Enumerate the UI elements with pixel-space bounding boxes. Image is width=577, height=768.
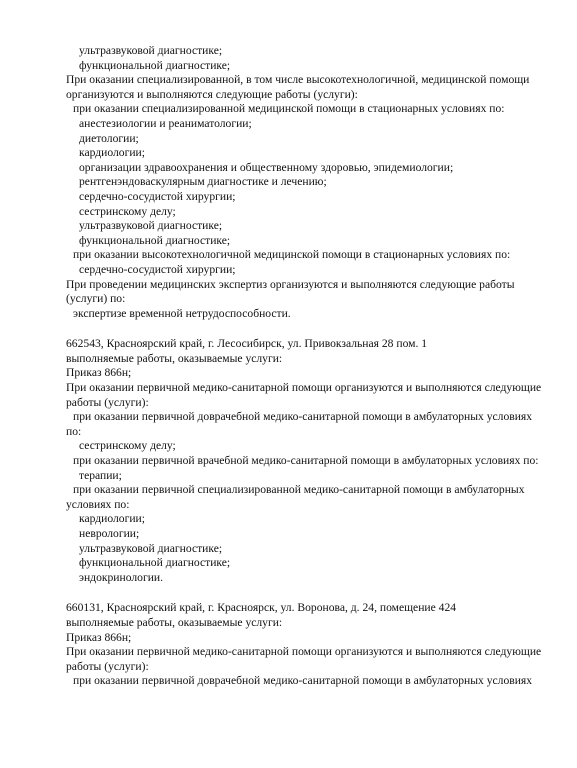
section-heading-continued: (услуги) по:	[66, 292, 126, 306]
block-gap	[0, 585, 577, 601]
service-item: кардиологии;	[79, 512, 145, 526]
address-block-krasnoyarsk	[0, 601, 577, 689]
service-item: сердечно-сосудистой хирургии;	[79, 262, 236, 276]
block-gap	[0, 321, 577, 337]
service-item: рентгенэндоваскулярным диагностике и лечению;	[79, 175, 327, 189]
service-item: сестринскому делу;	[79, 204, 176, 218]
subsection-heading: при оказании специализированной медицинской помощи в стационарных условиях по:	[73, 102, 505, 116]
subsection-heading: при оказании высокотехнологичной медицинской помощи в стационарных условиях по:	[73, 248, 511, 262]
works-label: выполняемые работы, оказываемые услуги:	[66, 615, 283, 629]
service-item: функциональной диагностике;	[79, 233, 231, 247]
address-line: 660131, Красноярский край, г. Красноярск, ул. Воронова, д. 24, помещение 424	[66, 601, 457, 615]
address-line: 662543, Красноярский край, г. Лесосибирск, ул. Привокзальная 28 пом. 1	[66, 337, 428, 351]
section-heading: При проведении медицинских экспертиз организуются и выполняются следующие работы	[66, 277, 515, 291]
service-item: функциональной диагностике;	[79, 58, 231, 72]
section-heading: При оказании специализированной, в том числе высокотехнологичной, медицинской помощи	[66, 73, 530, 87]
section-heading: При оказании первичной медико-санитарной помощи организуются и выполняются следующие	[66, 381, 542, 395]
service-item: кардиологии;	[79, 146, 145, 160]
order-reference: Приказ 866н;	[66, 630, 132, 644]
service-item: экспертизе временной нетрудоспособности.	[73, 306, 291, 320]
service-item: организации здравоохранения и общественному здоровью, эпидемиологии;	[79, 160, 454, 174]
section-heading-continued: организуются и выполняются следующие работы (услуги):	[66, 87, 358, 101]
subsection-heading: при оказании первичной врачебной медико-санитарной помощи в амбулаторных условиях по:	[73, 454, 539, 468]
address-block-lesosibirsk	[0, 337, 577, 585]
section-heading-continued: работы (услуги):	[66, 659, 149, 673]
subsection-heading: при оказании первичной доврачебной медико-санитарной помощи в амбулаторных условиях	[73, 410, 533, 424]
service-item: ультразвуковой диагностике;	[79, 44, 223, 57]
license-block-continued	[0, 44, 577, 321]
section-heading: При оказании первичной медико-санитарной помощи организуются и выполняются следующие	[66, 645, 542, 659]
works-label: выполняемые работы, оказываемые услуги:	[66, 351, 283, 365]
service-item: сестринскому делу;	[79, 439, 176, 453]
subsection-heading-continued: по:	[66, 424, 82, 438]
service-item: эндокринологии.	[79, 570, 164, 584]
service-item: анестезиологии и реаниматологии;	[79, 116, 252, 130]
order-reference: Приказ 866н;	[66, 366, 132, 380]
subsection-heading: при оказании первичной специализированной медико-санитарной помощи в амбулаторных	[73, 483, 525, 497]
service-item: ультразвуковой диагностике;	[79, 219, 223, 233]
service-item: терапии;	[79, 468, 122, 482]
service-item: сердечно-сосудистой хирургии;	[79, 189, 236, 203]
service-item: функциональной диагностике;	[79, 556, 231, 570]
service-item: диетологии;	[79, 131, 139, 145]
service-item: ультразвуковой диагностике;	[79, 541, 223, 555]
subsection-heading-continued: условиях по:	[66, 497, 130, 511]
subsection-heading: при оказании первичной доврачебной медико-санитарной помощи в амбулаторных условиях	[73, 674, 533, 688]
section-heading-continued: работы (услуги):	[66, 395, 149, 409]
service-item: неврологии;	[79, 527, 140, 540]
